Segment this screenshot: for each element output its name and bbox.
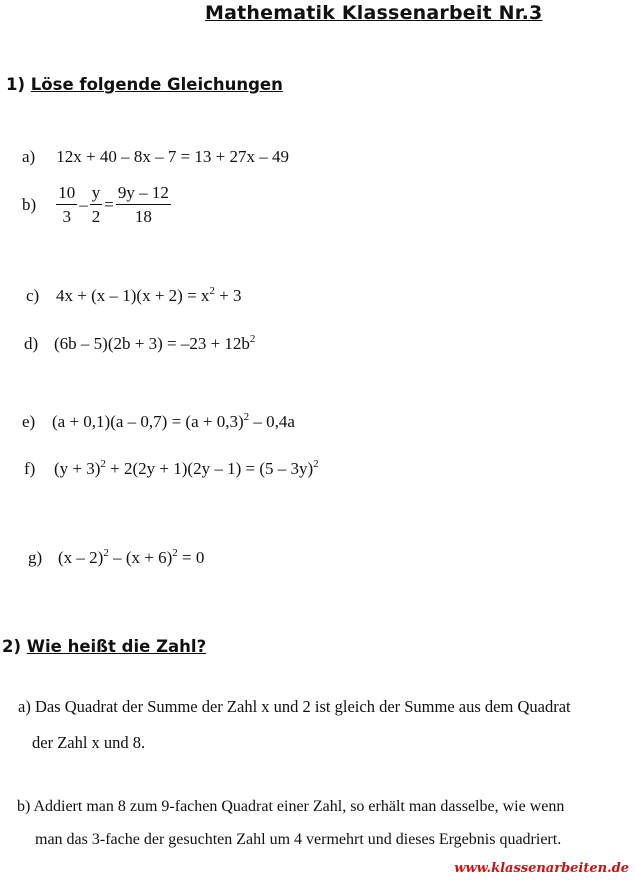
equation-e xyxy=(22,412,295,432)
equation-d-text: (6b – 5)(2b + 3) = –23 + 12b xyxy=(54,334,250,353)
word-problem-a-line-2: der Zahl x und 8. xyxy=(32,733,146,752)
equation-a-label: a) xyxy=(22,147,36,166)
equation-g-part-2: – (x + 6) xyxy=(108,548,173,567)
equation-c-exponent: 2 xyxy=(209,285,215,297)
equation-c xyxy=(26,286,242,306)
equation-b xyxy=(22,183,171,227)
fraction-3-numerator: 9y – 12 xyxy=(116,183,171,205)
equation-e-exponent: 2 xyxy=(243,411,250,423)
section-1-number: 1) xyxy=(6,75,26,94)
equation-f-part-2: + 2(2y + 1)(2y – 1) = (5 – 3y) xyxy=(105,459,314,478)
minus-sign: – xyxy=(79,195,88,214)
section-2-number: 2) xyxy=(2,637,22,656)
equation-g-exponent-2: 2 xyxy=(172,547,178,559)
section-2-heading xyxy=(2,637,206,656)
equation-f-label: f) xyxy=(24,459,36,478)
section-1-title: Löse folgende Gleichungen xyxy=(30,75,283,94)
equation-f-exponent-1: 2 xyxy=(100,458,106,470)
equation-f xyxy=(24,459,319,479)
equation-f-part-1: (y + 3) xyxy=(54,459,101,478)
equation-c-lhs: 4x + (x – 1)(x + 2) = x xyxy=(56,286,210,305)
equation-g-part-1: (x – 2) xyxy=(58,548,104,567)
fraction-3-denominator: 18 xyxy=(134,207,152,226)
page-title: Mathematik Klassenarbeit Nr.3 xyxy=(205,2,543,24)
equation-b-label: b) xyxy=(22,195,37,214)
equation-a-text: 12x + 40 – 8x – 7 = 13 + 27x – 49 xyxy=(56,147,290,166)
word-problem-a-line-1: a) Das Quadrat der Summe der Zahl x und 2 ist gleich der Summe aus dem Quadrat xyxy=(18,697,571,716)
fraction-1-numerator: 10 xyxy=(56,183,77,205)
fraction-1-denominator: 3 xyxy=(62,207,71,226)
equation-g-exponent-1: 2 xyxy=(103,547,109,559)
equation-g xyxy=(28,548,204,568)
equation-g-label: g) xyxy=(28,548,43,567)
equation-a xyxy=(22,147,289,167)
section-2-title: Wie heißt die Zahl? xyxy=(26,637,207,656)
equation-d xyxy=(24,334,255,354)
fraction-2-denominator: 2 xyxy=(91,207,101,226)
equation-b-fraction-3 xyxy=(116,183,171,227)
section-1-heading xyxy=(6,75,283,94)
equation-b-fraction-2 xyxy=(90,183,103,227)
equation-d-label: d) xyxy=(24,334,39,353)
equals-sign: = xyxy=(104,195,114,214)
equation-c-label: c) xyxy=(26,286,40,305)
fraction-2-numerator: y xyxy=(90,183,103,205)
equation-e-label: e) xyxy=(22,412,36,431)
equation-c-rhs: + 3 xyxy=(214,286,242,305)
equation-f-exponent-2: 2 xyxy=(313,458,319,470)
equation-b-fraction-1 xyxy=(56,183,77,227)
equation-g-part-3: = 0 xyxy=(177,548,205,567)
equation-e-part-2: – 0,4a xyxy=(249,412,295,431)
equation-e-part-1: (a + 0,1)(a – 0,7) = (a + 0,3) xyxy=(52,412,244,431)
word-problem-b-line-2: man das 3-fache der gesuchten Zahl um 4 vermehrt und dieses Ergebnis quadriert. xyxy=(35,831,562,848)
website-footer: www.klassenarbeiten.de xyxy=(454,861,629,876)
word-problem-b-line-1: b) Addiert man 8 zum 9-fachen Quadrat einer Zahl, so erhält man dasselbe, wie wenn xyxy=(17,798,565,815)
equation-d-exponent: 2 xyxy=(249,333,256,345)
